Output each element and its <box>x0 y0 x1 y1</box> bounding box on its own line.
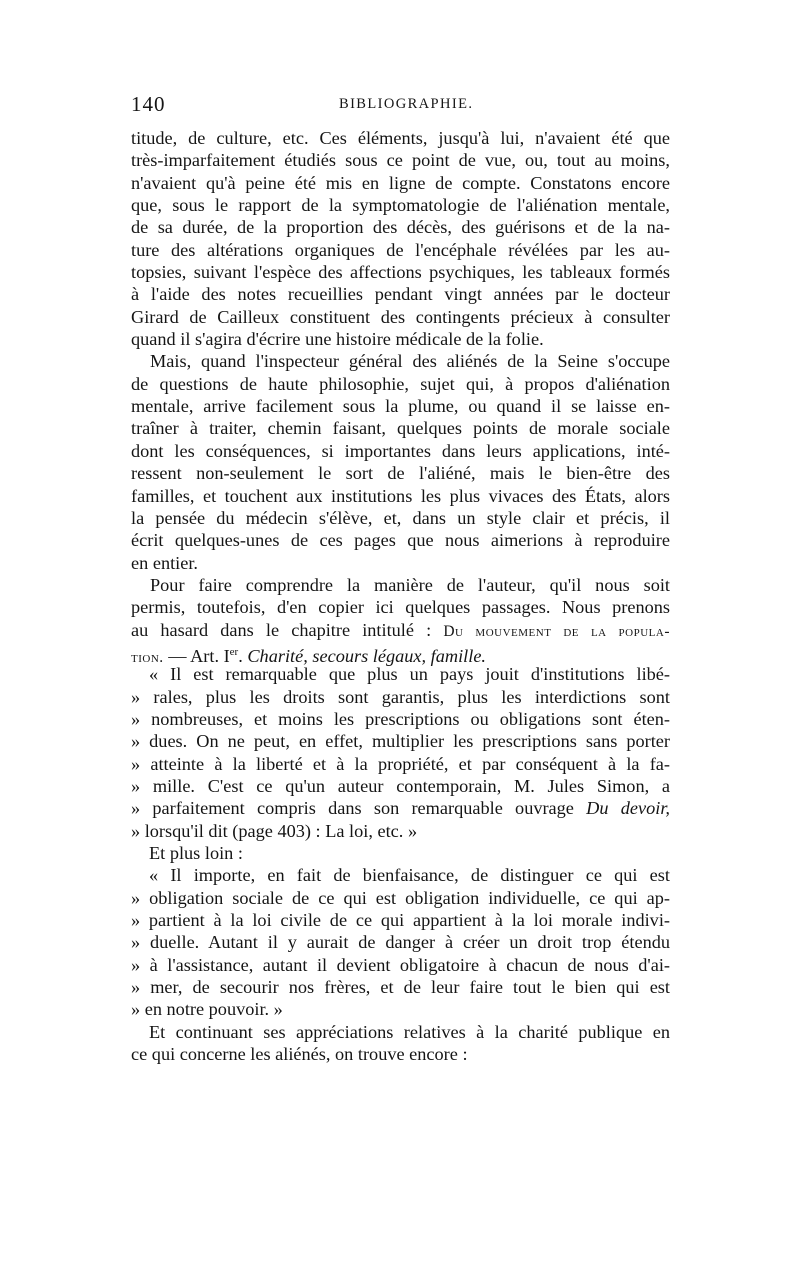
running-title: BIBLIOGRAPHIE. <box>339 96 474 112</box>
text-line: titude, de culture, etc. Ces éléments, jusqu'à lui, n'avaient été que <box>131 128 670 148</box>
section-title-italic: Charité, secours légaux, famille. <box>247 646 486 666</box>
quotation-1 <box>131 663 670 842</box>
text-line: la pensée du médecin s'élève, et, dans un style clair et précis, il <box>131 507 670 528</box>
page-number: 140 <box>131 92 166 116</box>
text-run: » parfaitement compris dans son remarquable ouvrage <box>131 798 587 819</box>
paragraph-3 <box>131 574 670 666</box>
text-line: mentale, arrive facilement sous la plume, ou quand il se laisse en- <box>131 396 670 417</box>
text-line: de sa durée, de la proportion des décès, des guérisons et de la na- <box>131 217 670 238</box>
text-line: Pour faire comprendre la manière de l'auteur, qu'il nous soit <box>150 574 670 595</box>
quote-line: » à l'assistance, autant il devient obligatoire à chacun de nous d'ai- <box>131 954 670 975</box>
quote-line: » dues. On ne peut, en effet, multiplier les prescriptions sans porter <box>131 731 670 752</box>
chapter-title-smallcaps: Du mouvement de la popula- <box>443 622 670 640</box>
text-run: . <box>238 646 248 666</box>
text-run: — Art. I <box>163 646 230 666</box>
quote-line: » obligation sociale de ce qui est obligation individuelle, ce qui ap- <box>131 887 670 908</box>
quote-line: » nombreuses, et moins les prescriptions ou obligations sont éten- <box>131 708 670 729</box>
paragraph-4 <box>131 842 670 864</box>
quote-line: » lorsqu'il dit (page 403) : La loi, etc. » <box>131 820 418 841</box>
text-line: Et plus loin : <box>149 843 243 863</box>
text-line: en entier. <box>131 552 199 573</box>
text-line <box>131 619 670 641</box>
quote-line: » partient à la loi civile de ce qui appartient à la loi morale indivi- <box>131 910 670 931</box>
text-line: Et continuant ses appréciations relatives à la charité publique en <box>149 1021 670 1042</box>
superscript: er <box>229 645 239 658</box>
quote-line: » duelle. Autant il y aurait de danger à créer un droit trop étendu <box>131 932 670 953</box>
quote-line: » atteinte à la liberté et à la propriété, et par conséquent à la fa- <box>131 753 670 774</box>
text-line <box>131 641 670 666</box>
quotation-2 <box>131 864 670 1020</box>
quote-line: » mille. C'est ce qu'un auteur contemporain, M. Jules Simon, a <box>131 775 670 796</box>
text-line: que, sous le rapport de la symptomatologie de l'aliénation mentale, <box>131 195 670 216</box>
text-line: ressent non-seulement le sort de l'aliéné, mais le bien-être des <box>131 463 670 484</box>
text-line: n'avaient qu'à peine été mis en ligne de compte. Constatons encore <box>131 172 670 193</box>
quote-line <box>131 797 670 819</box>
quote-line: » rales, plus les droits sont garantis, plus les interdictions sont <box>131 686 670 707</box>
quote-line: « Il est remarquable que plus un pays jouit d'institutions libé- <box>149 664 670 685</box>
quote-line: » en notre pouvoir. » <box>131 999 283 1020</box>
text-line: familles, et touchent aux institutions les plus vivaces des États, alors <box>131 485 670 506</box>
page-header <box>131 92 671 116</box>
text-line: ture des altérations organiques de l'encéphale révélées par les au- <box>131 239 670 260</box>
text-line: topsies, suivant l'espèce des affections psychiques, les tableaux formés <box>131 262 670 283</box>
text-line: Girard de Cailleux constituent des contingents précieux à consulter <box>131 306 670 327</box>
quote-line: « Il importe, en fait de bienfaisance, de distinguer ce qui est <box>149 865 670 886</box>
text-run: au hasard dans le chapitre intitulé : <box>131 619 444 640</box>
text-line: dont les conséquences, si importantes dans leurs applications, inté- <box>131 440 670 461</box>
text-line: permis, toutefois, d'en copier ici quelques passages. Nous prenons <box>131 597 670 618</box>
text-line: ce qui concerne les aliénés, on trouve encore : <box>131 1044 468 1065</box>
text-line: traîner à traiter, chemin faisant, quelques points de morale sociale <box>131 418 670 439</box>
paragraph-5 <box>131 1021 670 1066</box>
page-body <box>131 127 670 1065</box>
paragraph-1 <box>131 127 670 350</box>
text-line: très-imparfaitement étudiés sous ce point de vue, ou, tout au moins, <box>131 150 670 171</box>
paragraph-2 <box>131 350 670 573</box>
text-line: quand il s'agira d'écrire une histoire médicale de la folie. <box>131 329 544 350</box>
text-line: à l'aide des notes recueillies pendant vingt années par le docteur <box>131 284 670 305</box>
quote-line: » mer, de secourir nos frères, et de leur faire tout le bien qui est <box>131 977 670 998</box>
text-line: de questions de haute philosophie, sujet qui, à propos d'aliénation <box>131 373 670 394</box>
chapter-title-smallcaps: tion. <box>131 649 164 666</box>
text-line: Mais, quand l'inspecteur général des aliénés de la Seine s'occupe <box>150 351 670 372</box>
text-line: écrit quelques-unes de ces pages que nous aimerions à reproduire <box>131 530 670 551</box>
book-title-italic: Du devoir, <box>586 798 670 819</box>
